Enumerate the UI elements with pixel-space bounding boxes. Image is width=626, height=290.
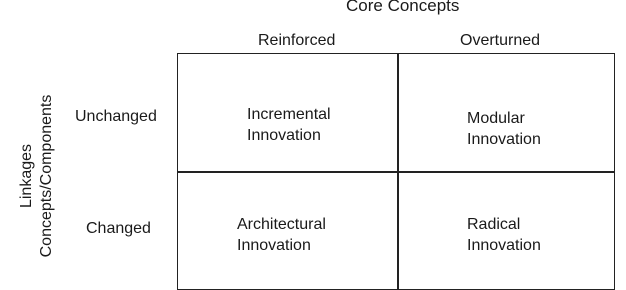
cell-radical-line-2: Innovation [467,237,541,254]
row-label-changed: Changed [86,220,151,237]
cell-radical-innovation [467,214,541,256]
cell-modular-line-1: Modular [467,110,525,127]
row-label-unchanged: Unchanged [75,108,157,125]
cell-incremental-line-1: Incremental [247,106,331,123]
cell-architectural-innovation [237,214,326,256]
cell-modular-innovation [467,108,541,150]
row-axis-title-line-2: Concepts/Components [38,94,55,258]
row-axis-title-line-1: Linkages [18,143,35,209]
column-label-reinforced: Reinforced [258,32,336,49]
matrix-horizontal-divider [177,171,615,173]
cell-radical-line-1: Radical [467,216,521,233]
cell-incremental-innovation [247,104,331,146]
column-label-overturned: Overturned [460,32,541,49]
cell-incremental-line-2: Innovation [247,127,321,144]
cell-architectural-line-1: Architectural [237,216,326,233]
column-axis-title: Core Concepts [346,0,460,15]
cell-architectural-line-2: Innovation [237,237,311,254]
cell-modular-line-2: Innovation [467,131,541,148]
row-axis-title [0,0,74,288]
